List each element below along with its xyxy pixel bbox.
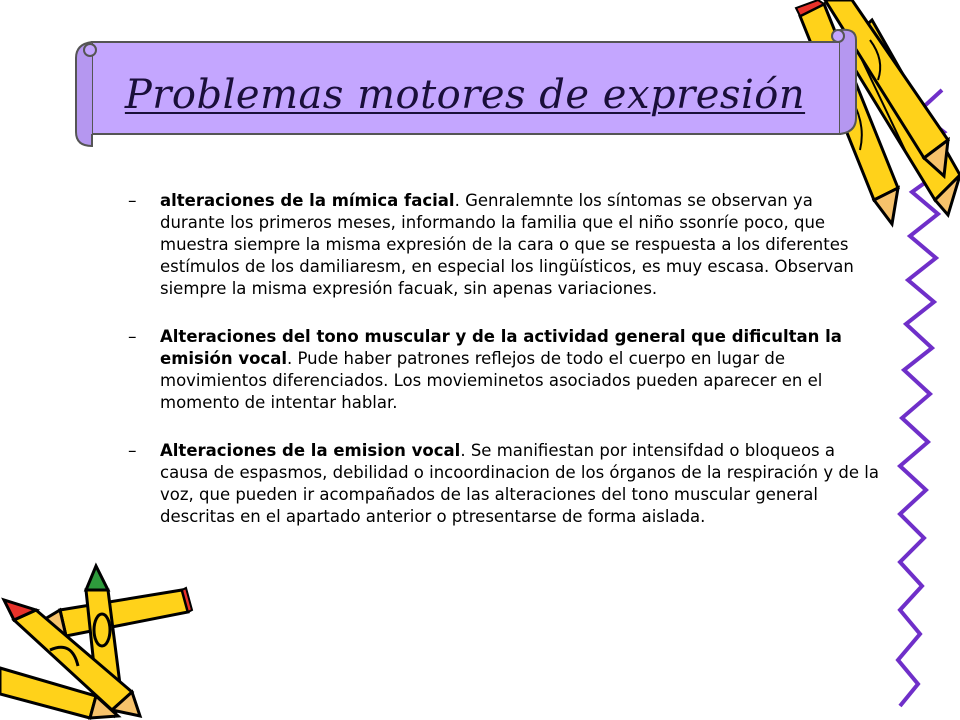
bullet-lead: Alteraciones de la emision vocal (160, 441, 461, 460)
bullet-list (128, 190, 888, 554)
bullet-marker: – (128, 441, 137, 461)
bullet-marker: – (128, 327, 137, 347)
bullet-lead: Alteraciones del tono muscular y de la actividad general que dificultan la emisión vocal (160, 327, 842, 368)
bullet-body: . Pude haber patrones reflejos de todo el cuerpo en lugar de movimientos diferenciados. Los movieminetos asociados pueden aparecer en el momento de intentar hablar. (160, 349, 823, 412)
bullet-marker: – (128, 191, 137, 211)
slide-title: Problemas motores de expresión (124, 72, 806, 118)
bullet-lead: alteraciones de la mímica facial (160, 191, 455, 210)
bullet-item (128, 326, 888, 414)
bullet-text (160, 440, 880, 528)
bullet-item (128, 190, 888, 300)
bullet-body: . Se manifiestan por intensifdad o bloqueos a causa de espasmos, debilidad o incoordinacion de los órganos de la respiración y de la voz, que pueden ir acompañados de las alteraciones del tono muscular general descritas en el apartado anterior o ptresentarse de forma aislada. (160, 441, 879, 526)
bullet-body: . Genralemnte los síntomas se observan ya durante los primeros meses, informando la familia que el niño ssonríe poco, que muestra siempre la misma expresión de la cara o que se respuesta a los diferentes estímulos de los damiliaresm, en especial los lingüísticos, es muy escasa. Observan siempre la misma expresión facuak, sin apenas variaciones. (160, 191, 854, 298)
bullet-item (128, 440, 888, 528)
bullet-text (160, 326, 880, 414)
bullet-text (160, 190, 880, 300)
